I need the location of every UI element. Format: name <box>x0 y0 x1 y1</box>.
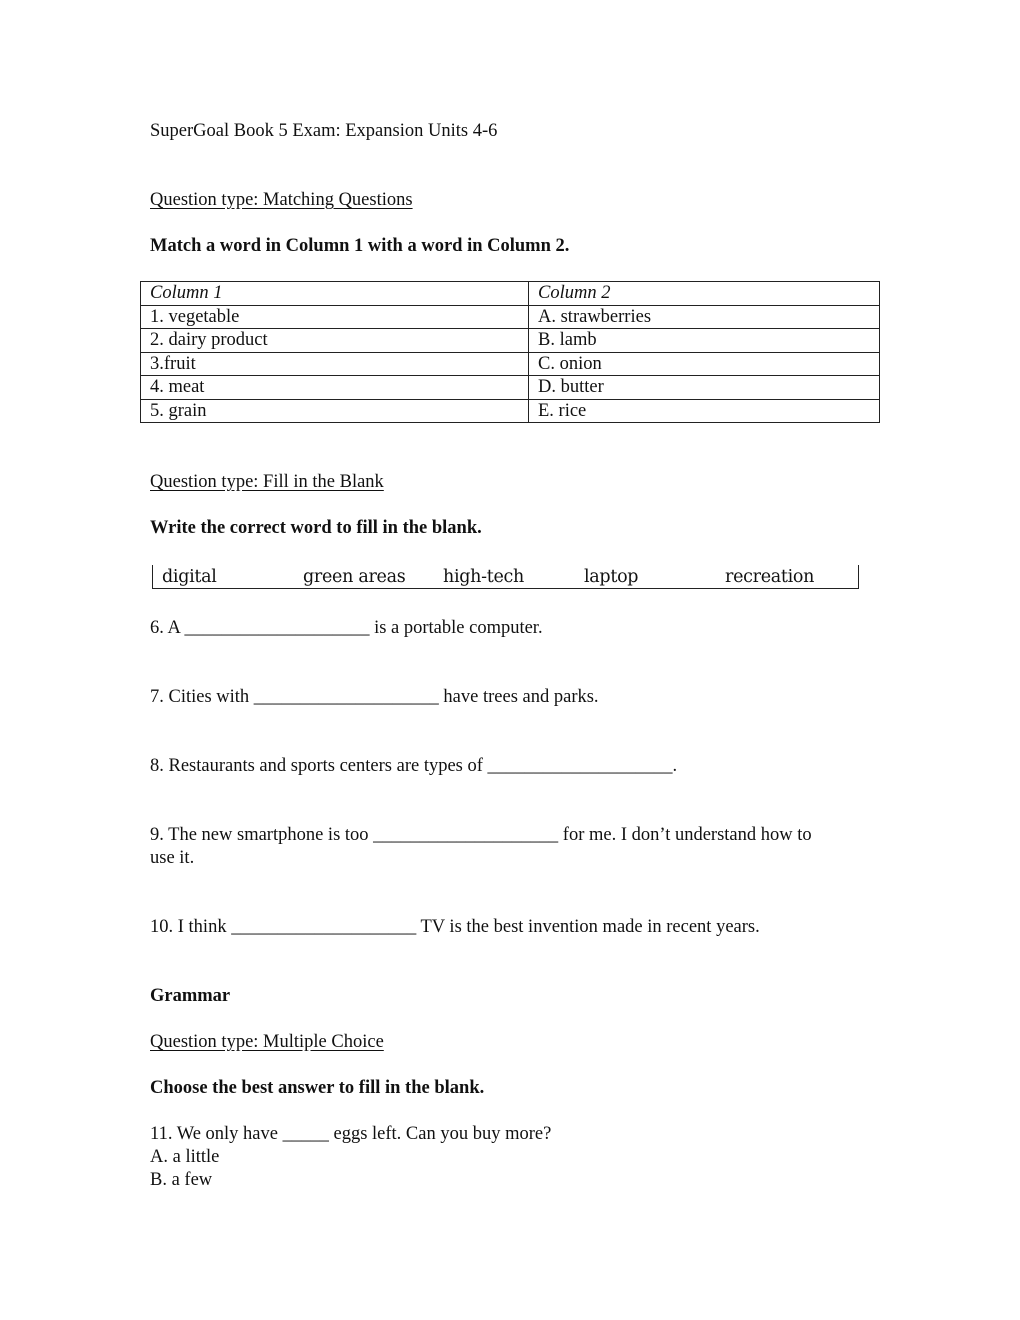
table-row <box>141 305 880 329</box>
word-bank-item: recreation <box>725 567 815 587</box>
table-cell: C. onion <box>529 352 880 376</box>
table-cell: E. rice <box>529 399 880 423</box>
table-row <box>141 399 880 423</box>
word-bank-item: digital <box>162 567 217 587</box>
question-9: 9. The new smartphone is too ____________________ for me. I don’t understand how to <box>150 825 812 845</box>
table-cell: 4. meat <box>141 376 529 400</box>
table-cell: B. lamb <box>529 329 880 353</box>
grammar-heading: Grammar <box>150 986 231 1006</box>
exam-title: SuperGoal Book 5 Exam: Expansion Units 4-6 <box>150 121 498 141</box>
table-row <box>141 352 880 376</box>
table-cell: A. strawberries <box>529 305 880 329</box>
question-9-continued: use it. <box>150 848 195 868</box>
table-cell: 3.fruit <box>141 352 529 376</box>
table-header-row <box>141 282 880 306</box>
table-cell: D. butter <box>529 376 880 400</box>
table-row <box>141 329 880 353</box>
section-type-matching: Question type: Matching Questions <box>150 190 413 210</box>
multiple-choice-instruction: Choose the best answer to fill in the blank. <box>150 1078 485 1098</box>
table-cell: 1. vegetable <box>141 305 529 329</box>
word-bank-item: green areas <box>303 567 406 587</box>
table-cell: 2. dairy product <box>141 329 529 353</box>
column-2-header: Column 2 <box>529 282 880 306</box>
fill-blank-instruction: Write the correct word to fill in the blank. <box>150 518 482 538</box>
section-type-multiple-choice: Question type: Multiple Choice <box>150 1032 384 1052</box>
question-10: 10. I think ____________________ TV is the best invention made in recent years. <box>150 917 760 937</box>
table-cell: 5. grain <box>141 399 529 423</box>
option-a: A. a little <box>150 1147 220 1167</box>
question-6: 6. A ____________________ is a portable computer. <box>150 618 543 638</box>
table-row <box>141 376 880 400</box>
matching-instruction: Match a word in Column 1 with a word in Column 2. <box>150 236 570 256</box>
word-bank <box>152 565 859 589</box>
matching-table <box>140 281 880 423</box>
question-11: 11. We only have _____ eggs left. Can you buy more? <box>150 1124 552 1144</box>
question-8: 8. Restaurants and sports centers are types of ____________________. <box>150 756 678 776</box>
option-b: B. a few <box>150 1170 213 1190</box>
word-bank-item: high-tech <box>443 567 525 587</box>
word-bank-item: laptop <box>584 567 639 587</box>
section-type-fill-blank: Question type: Fill in the Blank <box>150 472 384 492</box>
column-1-header: Column 1 <box>141 282 529 306</box>
question-7: 7. Cities with ____________________ have trees and parks. <box>150 687 599 707</box>
